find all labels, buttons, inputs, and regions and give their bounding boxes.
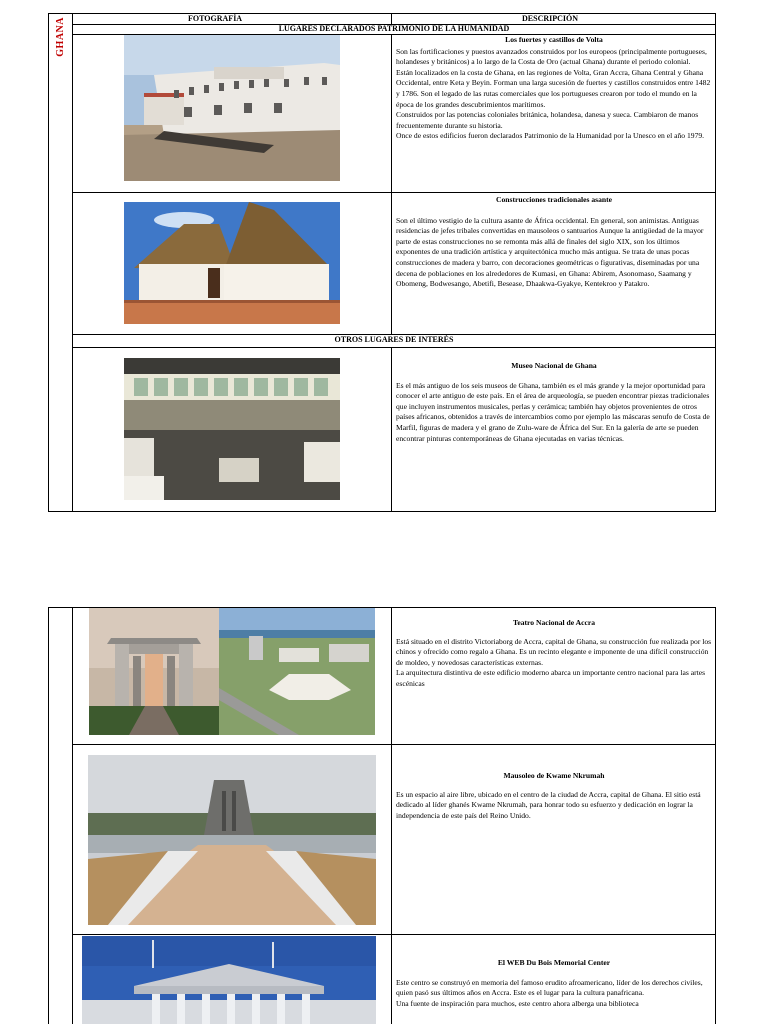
entry-title: Teatro Nacional de Accra xyxy=(512,618,596,627)
table-border xyxy=(391,607,392,1024)
entry-description xyxy=(396,618,712,690)
table-border xyxy=(48,607,49,1024)
table-border xyxy=(72,744,716,745)
photo-du-bois-center xyxy=(82,936,376,1024)
table-border xyxy=(72,934,716,935)
column-header-description: DESCRIPCIÓN xyxy=(522,14,579,23)
entry-description xyxy=(396,771,712,821)
paragraph: Este centro se construyó en memoria del famoso erudito afroamericano, líder de los derechos civiles, quien pasó sus últimos años en Accra. Este es el lugar para la cultura panafricana. xyxy=(396,977,703,998)
entry-title: Museo Nacional de Ghana xyxy=(511,361,597,370)
entry-description xyxy=(396,195,712,290)
entry-description xyxy=(396,35,712,142)
photo-national-theatre xyxy=(89,608,375,735)
paragraph: Están localizados en la costa de Ghana, en las regiones de Volta, Gran Accra, Ghana Central y Ghana Occidental, entre Keta y Beyin. Forman una larga sucesión de fuertes y castillos construidos entre 1482 y 1786. Son el legado de las rutas comerciales que los portugueses crearon por todo el mundo en la época de los grandes descubrimientos marítimos. xyxy=(396,67,711,109)
photo-asante-building xyxy=(124,202,340,324)
photo-national-museum xyxy=(124,358,340,500)
entry-title: Los fuertes y castillos de Volta xyxy=(505,35,603,44)
paragraph: Construidos por las potencias coloniales británica, holandesa, danesa y sueca. Cambiaron de manos frecuentemente durante su historia. xyxy=(396,110,699,130)
table-border xyxy=(48,13,49,512)
entry-description xyxy=(396,361,712,444)
paragraph: Está situado en el distrito Victoriaborg de Accra, capital de Ghana, su construcción fue realizada por los chinos y ofrecido como regalo a Ghana. Es un recinto elegante e imponente de una difícil construcción de moldeo, y novedosas características externas. xyxy=(396,636,712,667)
table-border xyxy=(48,511,716,512)
table-border xyxy=(715,13,716,512)
entry-title: Construcciones tradicionales asante xyxy=(495,195,612,204)
paragraph: Una fuente de inspiración para muchos, este centro ahora alberga una biblioteca xyxy=(396,998,639,1008)
table-border xyxy=(72,192,716,193)
paragraph: Once de estos edificios fueron declarados Patrimonio de la Humanidad por la Unesco en el año 1979. xyxy=(396,131,705,141)
photo-nkrumah-mausoleum xyxy=(88,755,376,925)
paragraph: La arquitectura distintiva de este edificio moderno abarca un importante centro nacional para las artes escénicas xyxy=(396,668,706,688)
entry-title: El WEB Du Bois Memorial Center xyxy=(497,958,611,967)
entry-title: Mausoleo de Kwame Nkrumah xyxy=(503,771,605,780)
section-heading-heritage: LUGARES DECLARADOS PATRIMONIO DE LA HUMANIDAD xyxy=(278,24,510,33)
paragraph: Es un espacio al aire libre, ubicado en el centro de la ciudad de Accra, capital de Ghana. El sitio está dedicado al líder ghanés Kwame Nkrumah, para honrar todo su esfuerzo y dedicación en lograr la independencia de este país del Reino Unido. xyxy=(396,789,701,820)
table-border xyxy=(72,607,73,1024)
table-border xyxy=(48,13,716,14)
table-border xyxy=(391,347,392,512)
column-header-photo: FOTOGRAFÍA xyxy=(188,14,243,23)
entry-description xyxy=(396,958,712,1009)
table-border xyxy=(72,347,716,348)
paragraph: Es el más antiguo de los seis museos de Ghana, también es el más grande y la mejor oportunidad para conocer el arte antiguo de este país. En el área de arqueología, se pueden encontrar piezas tradicionales que incluyen instrumentos musicales, perlas y cerámica; también hay objetos provenientes de otros países africanos, obtenidos a través de intercambios como por ejemplo las máscaras senufo de Costa de Marfil, figuras de madera y el grano de Zulu-ware de África del Sur. En la galería de arte se pueden encontrar pinturas contemporáneas de Ghana ejecutadas en varias técnicas. xyxy=(396,380,710,443)
country-label: GHANA xyxy=(55,17,66,57)
photo-volta-castle xyxy=(124,35,340,181)
paragraph: Son el último vestigio de la cultura asante de África occidental. En general, son animistas. Antiguas residencias de jefes tribales convertidas en mausoleos o santuarios Aunque la antigüedad de la mayor parte de estas construcciones no se remonta más allá de finales del siglo XIX, son los últimos exponentes de una tradición artística y arquitectónica mucho más antigua. Se trata de unas pocas construcciones de madera y barro, con decoraciones geométricas o figurativas, diseminadas por una decena de poblaciones en los alrededores de Kumasi, en Ghana: Abirem, Asonomaso, Saamang y Obomeng, Bodwesango, Abetifi, Besease, Dhaakwa-Gyakye, Kentekroo y Patakro. xyxy=(396,215,704,289)
section-heading-other: OTROS LUGARES DE INTERÉS xyxy=(334,335,454,344)
paragraph: Son las fortificaciones y puestos avanzados construidos por los europeos (principalmente portugueses, holandeses y británicos) a lo largo de la Costa de Oro (actual Ghana) durante el periodo colonial. xyxy=(396,46,707,67)
document-page-2 xyxy=(48,607,716,1024)
table-border xyxy=(391,34,392,334)
table-border xyxy=(72,13,73,512)
table-border xyxy=(715,607,716,1024)
document-page-1 xyxy=(48,13,716,512)
